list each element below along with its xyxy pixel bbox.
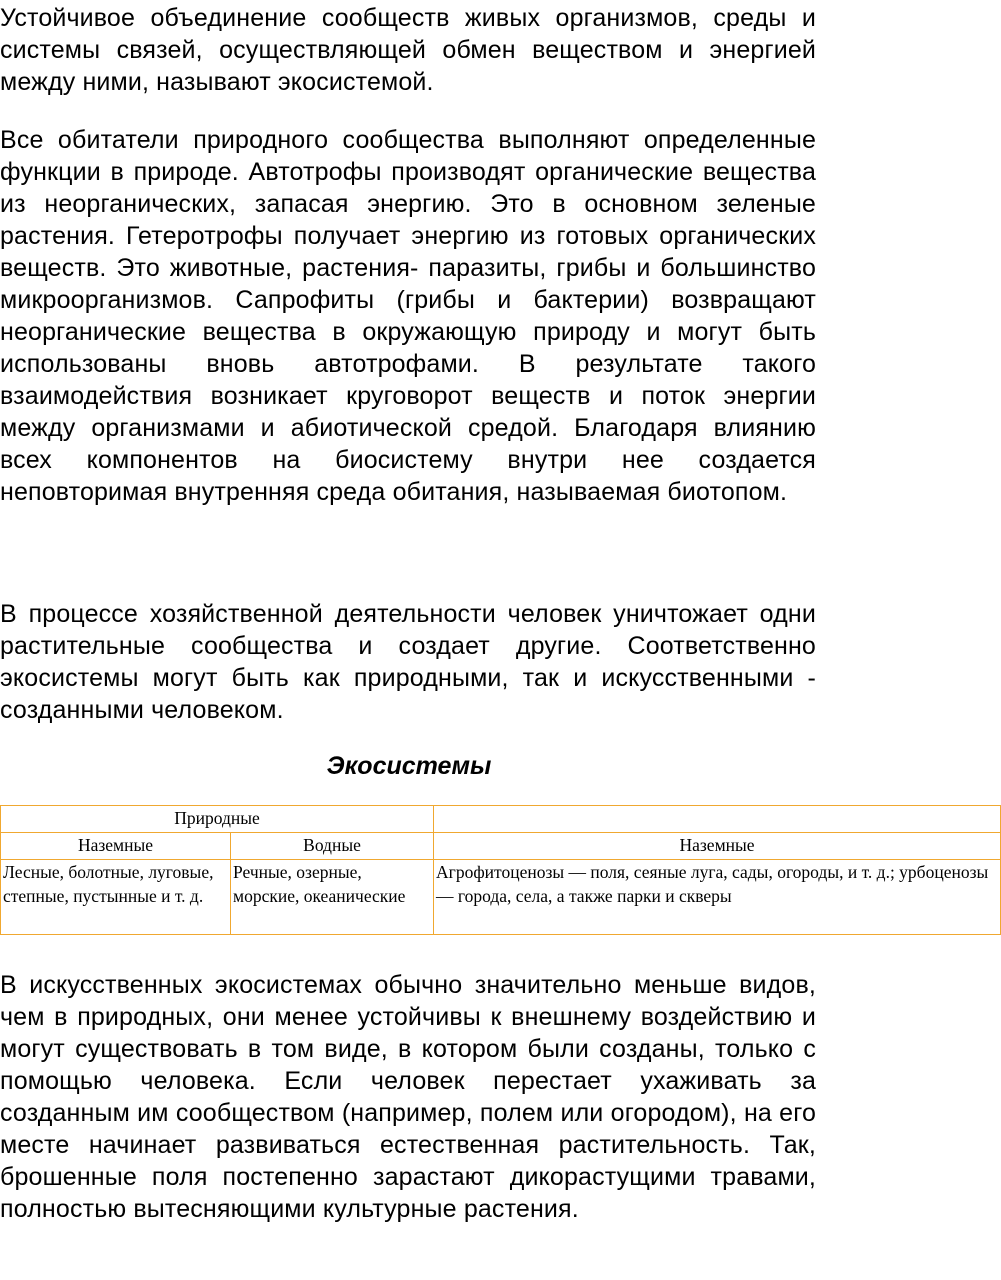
table-header-row [1, 806, 1001, 833]
cell-artificial-examples: Агрофитоценозы — поля, сеяные луга, сады, огороды, и т. д.; урбоценозы — города, села, а также парки и скверы [434, 860, 1001, 935]
paragraph-ecosystem-definition: Устойчивое объединение сообществ живых организмов, среды и системы связей, осуществляющей обмен веществом и энергией между ними, называют экосистемой. [0, 4, 816, 96]
paragraph-artificial-ecosystems: В искусственных экосистемах обычно значительно меньше видов, чем в природных, они менее устойчивы к внешнему воздействию и могут существовать в том виде, в котором были созданы, только с помощью человека. Если человек перестает ухаживать за созданным им сообществом (например, полем или огородом), на его месте начинает развиваться естественная растительность. Так, брошенные поля постепенно зарастают дикорастущими травами, полностью вытесняющими культурные растения. [0, 971, 816, 1223]
header-natural: Природные [1, 806, 434, 833]
cell-aquatic-examples: Речные, озерные, морские, океанические [231, 860, 434, 935]
cell-terrestrial-natural-examples: Лесные, болотные, луговые, степные, пустынные и т. д. [1, 860, 231, 935]
paragraph-human-activity: В процессе хозяйственной деятельности человек уничтожает одни растительные сообщества и создает другие. Соответственно экосистемы могут быть как природными, так и искусственными - созданными человеком. [0, 600, 816, 724]
ecosystems-table-container [0, 805, 989, 941]
table-subheader-row [1, 833, 1001, 860]
header-artificial [434, 806, 1001, 833]
paragraph-organism-functions: Все обитатели природного сообщества выполняют определенные функции в природе. Автотрофы производят органические вещества из неорганических, запасая энергию. Это в основном зеленые растения. Гетеротрофы получает энергию из готовых органических веществ. Это животные, растения- паразиты, грибы и большинство микроорганизмов. Сапрофиты (грибы и бактерии) возвращают неорганические вещества в окружающую природу и могут быть использованы вновь автотрофами. В результате такого взаимодействия возникает круговорот веществ и поток энергии между организмами и абиотической средой. Благодаря влиянию всех компонентов на биосистему внутри нее создается неповторимая внутренняя среда обитания, называемая биотопом. [0, 126, 816, 506]
subheader-terrestrial-natural: Наземные [1, 833, 231, 860]
table-row [1, 860, 1001, 935]
subheader-terrestrial-artificial: Наземные [434, 833, 1001, 860]
subheader-aquatic: Водные [231, 833, 434, 860]
ecosystems-table [0, 805, 1001, 935]
table-title: Экосистемы [326, 752, 492, 780]
